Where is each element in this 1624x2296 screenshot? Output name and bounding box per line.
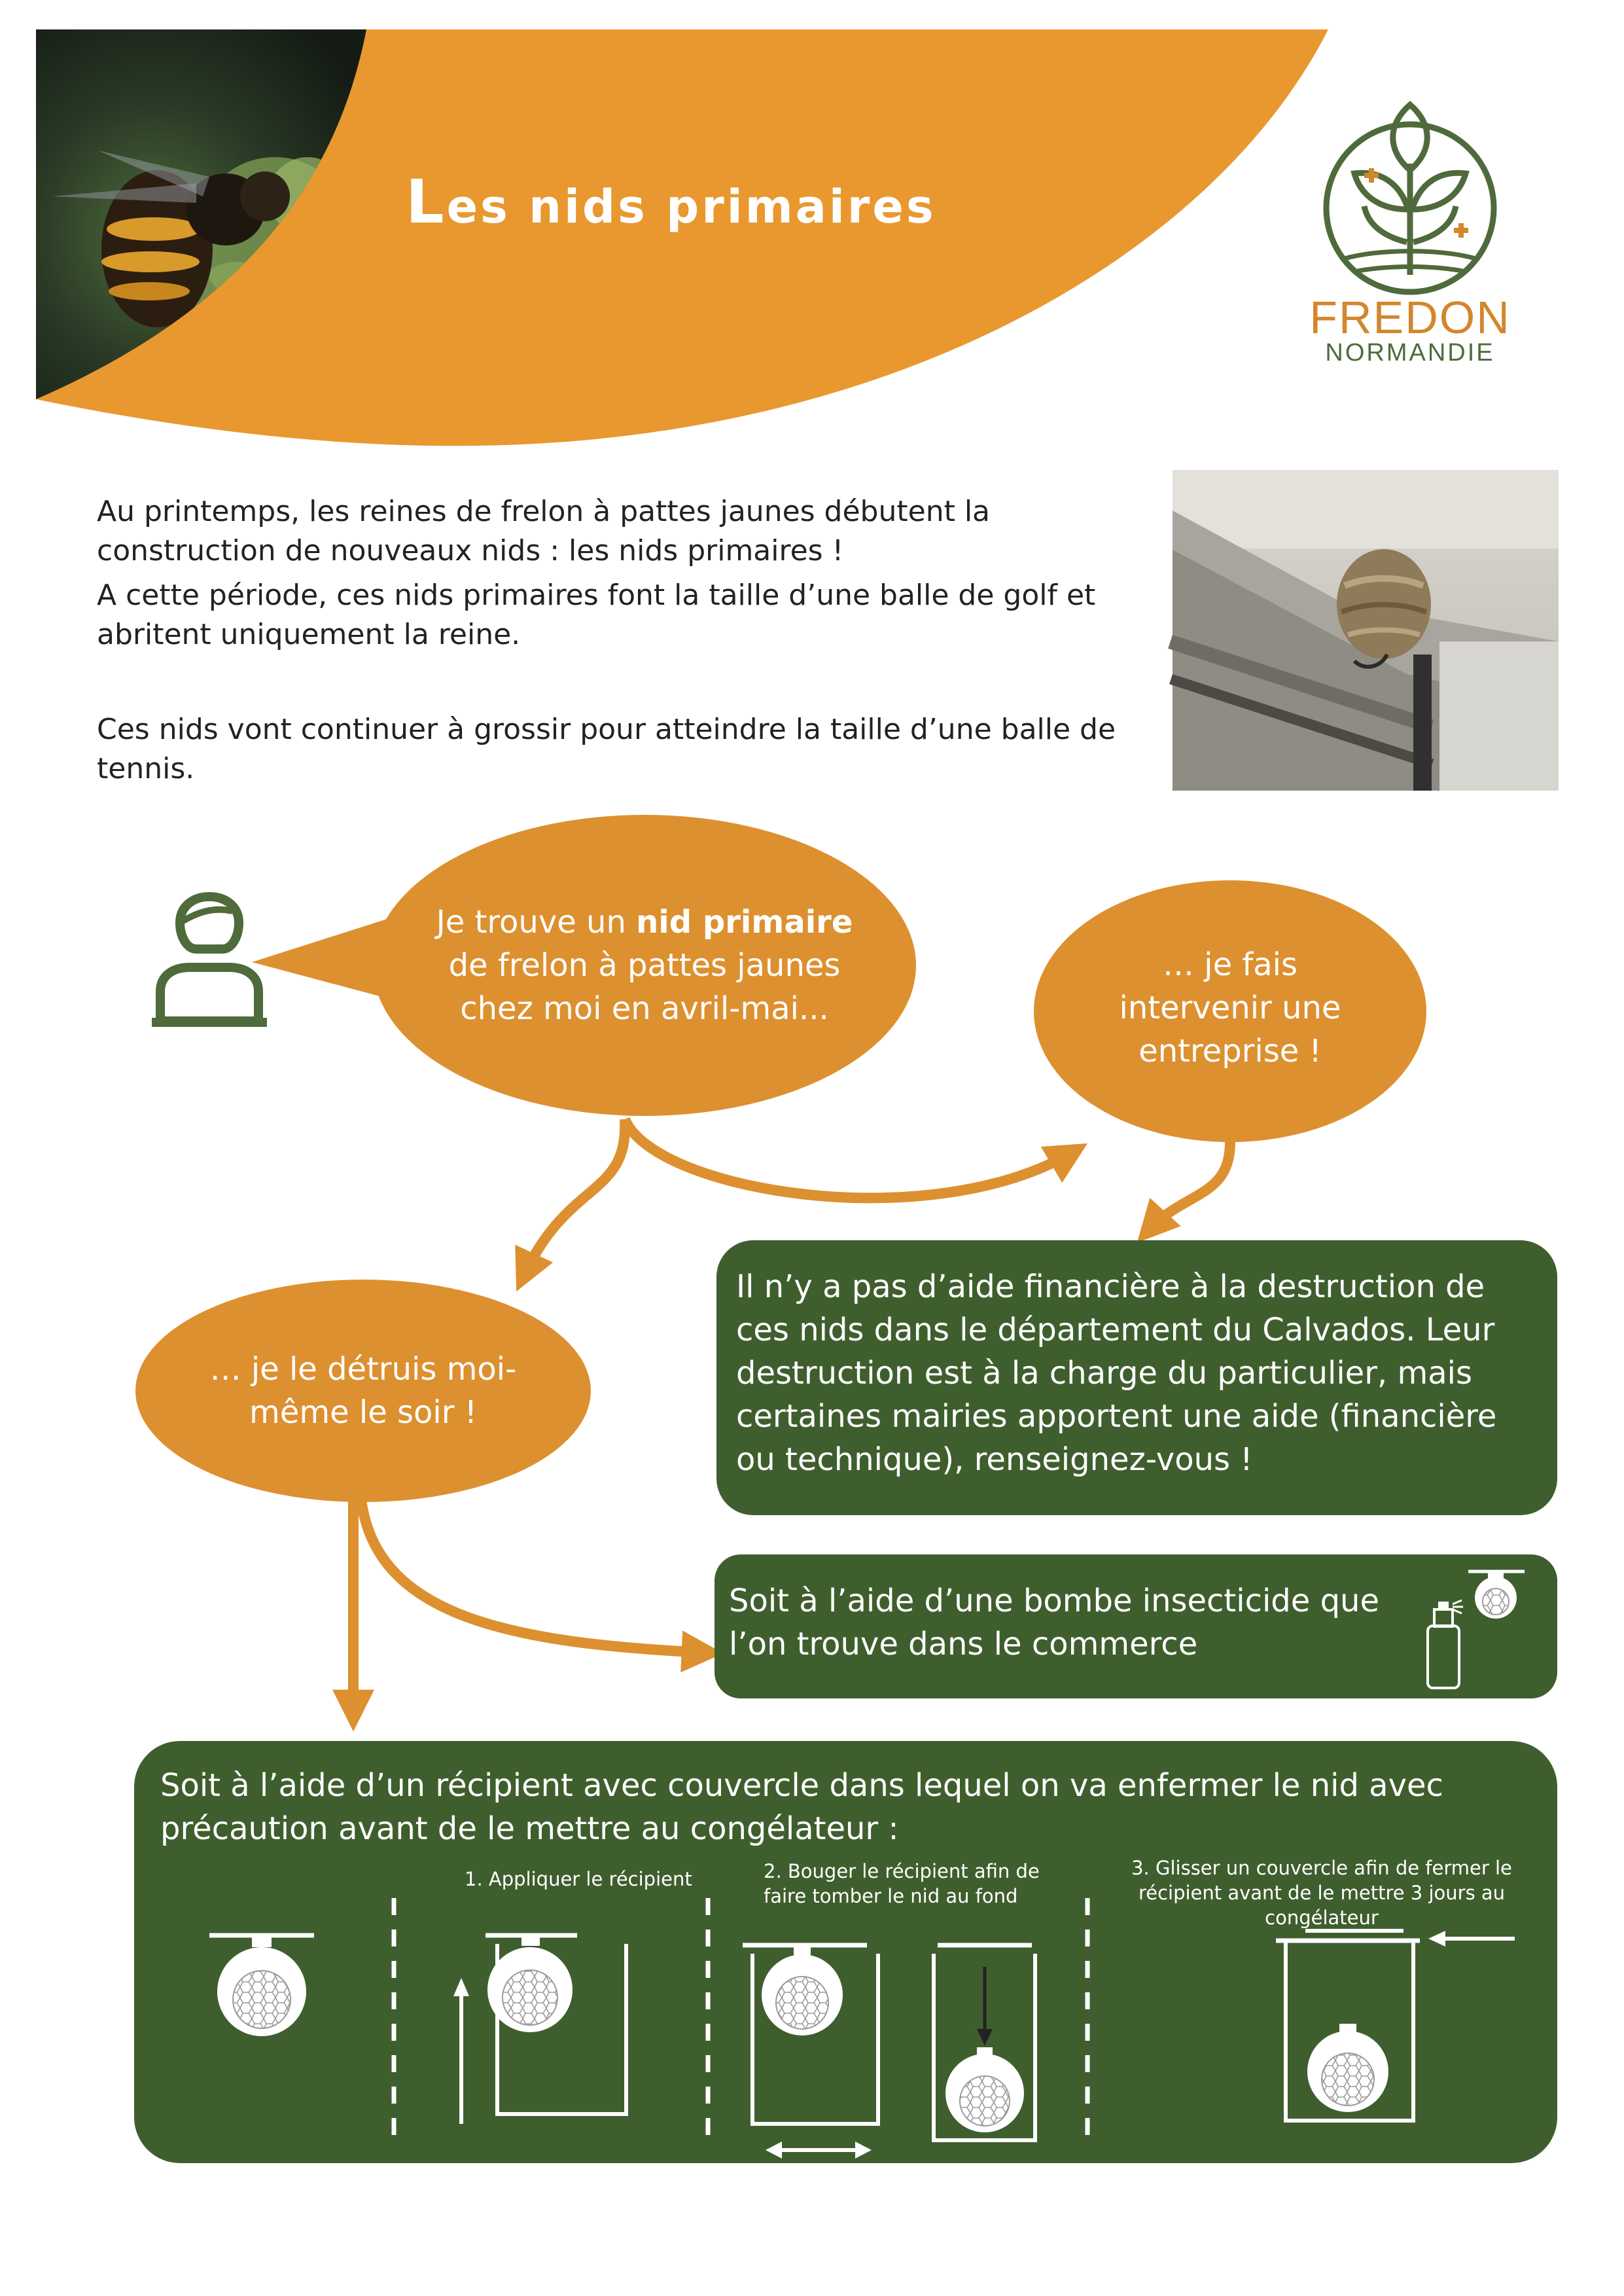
bubble-company-text: … je fais intervenir une entreprise ! bbox=[1119, 946, 1341, 1069]
container-box bbox=[134, 1741, 1557, 2163]
nest-photo bbox=[1168, 470, 1559, 791]
bubble-self-text: … je le détruis moi-même le soir ! bbox=[209, 1351, 517, 1431]
bubble-main bbox=[432, 877, 857, 1054]
arrow-main-to-self bbox=[523, 1119, 625, 1276]
step-2-caption: 2. Bouger le récipient afin de faire tomber le nid au fond bbox=[764, 1860, 1040, 1907]
brand-subtitle: NORMANDIE bbox=[1325, 339, 1495, 367]
financial-info-text: Il n’y a pas d’aide financière à la destruction de ces nids dans le département du Calvados. Leur destruction est à la charge du particulier, mais certaines mairies apportent une aide (financière ou technique), renseignez-vous ! bbox=[736, 1268, 1497, 1478]
spray-box bbox=[715, 1554, 1557, 1698]
financial-info-box bbox=[716, 1240, 1557, 1515]
arrow-self-to-spray bbox=[360, 1486, 707, 1653]
intro-paragraph-1: Au printemps, les reines de frelon à pattes jaunes débutent la construction de nouveaux nids : les nids primaires ! bbox=[97, 495, 991, 567]
title-part-1: es nids bbox=[446, 180, 667, 234]
title-part-2: primaires bbox=[666, 180, 936, 234]
bubble-company bbox=[1086, 936, 1374, 1080]
nest-icon bbox=[209, 1935, 314, 2036]
step-1-caption: 1. Appliquer le récipient bbox=[465, 1868, 692, 1890]
step-3-caption: 3. Glisser un couvercle afin de fermer le récipient avant de le mettre 3 jours au congélateur bbox=[1131, 1857, 1512, 1929]
person-icon bbox=[152, 897, 267, 1027]
bubble-main-text-c: de frelon à pattes jaunes chez moi en avril-mai... bbox=[448, 947, 841, 1027]
spray-text: Soit à l’aide d’une bombe insecticide que l’on trouve dans le commerce bbox=[729, 1583, 1379, 1662]
bubble-main-text-bold: nid primaire bbox=[636, 904, 853, 941]
bubble-main-text-a: Je trouve un bbox=[436, 904, 637, 941]
container-icon-step-2a bbox=[743, 1945, 878, 2159]
container-text: Soit à l’aide d’un récipient avec couvercle dans lequel on va enfermer le nid avec précaution avant de le mettre au congélateur : bbox=[160, 1767, 1443, 1847]
bubble-main-text bbox=[432, 901, 857, 1030]
bubble-main-tail bbox=[252, 913, 406, 1001]
container-icon-step-1 bbox=[453, 1935, 626, 2124]
container-icon-step-2b bbox=[934, 1945, 1035, 2140]
arrow-main-to-company bbox=[625, 1119, 1073, 1198]
fredon-plant-logo bbox=[1326, 105, 1494, 292]
page-title bbox=[406, 167, 936, 237]
bubble-self bbox=[196, 1329, 530, 1453]
title-initial: L bbox=[406, 167, 447, 237]
arrow-company-to-box bbox=[1148, 1142, 1230, 1230]
brand-name: FREDON bbox=[1309, 292, 1511, 343]
container-icon-step-3 bbox=[1276, 1931, 1515, 2121]
spray-can-icon bbox=[1408, 1564, 1545, 1695]
intro-paragraph-2: A cette période, ces nids primaires font la taille d’une balle de golf et abritent uniquement la reine. bbox=[97, 579, 1096, 651]
container-steps-illustration bbox=[134, 1741, 1557, 2163]
intro-paragraph-3: Ces nids vont continuer à grossir pour atteindre la taille d’une balle de tennis. bbox=[97, 713, 1116, 785]
